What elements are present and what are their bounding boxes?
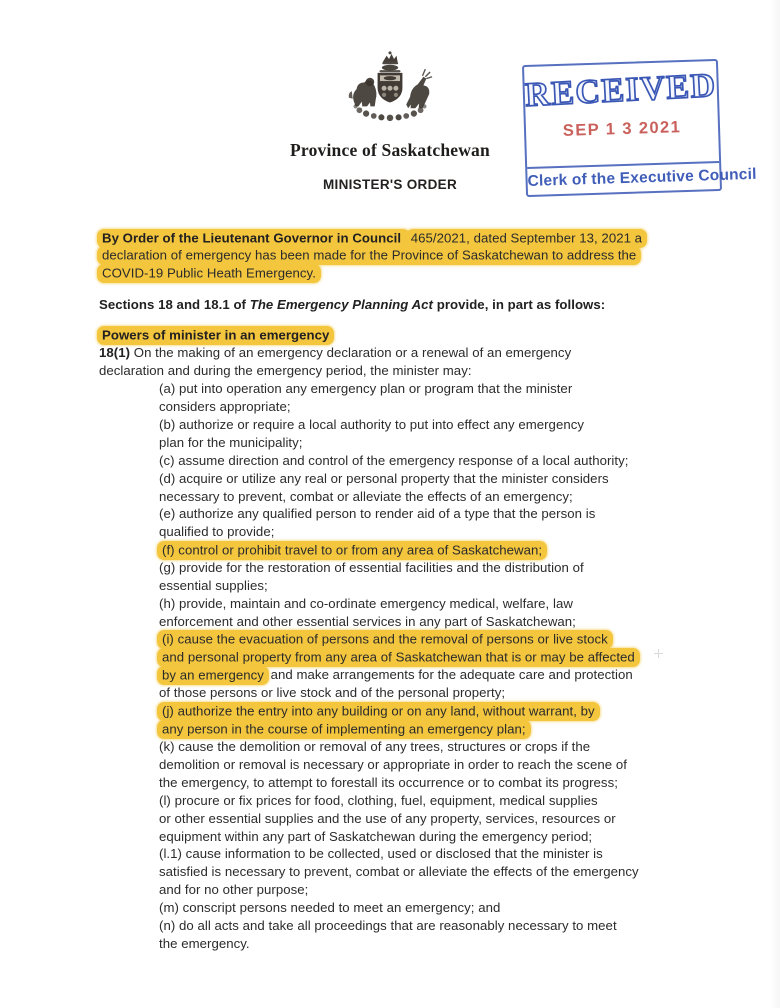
document-line — [99, 265, 699, 283]
document-line — [99, 296, 699, 314]
highlighted-text: any person in the course of implementing an emergency plan; — [157, 720, 531, 739]
text-segment: (g) provide for the restoration of essential facilities and the distribution of — [159, 560, 584, 576]
text-segment: 18(1) — [99, 345, 131, 361]
highlighted-text: 465/2021, dated September 13, 2021 a — [406, 229, 647, 248]
document-line — [99, 505, 699, 523]
document-line — [99, 247, 699, 265]
document-line — [99, 756, 699, 774]
text-segment: (d) acquire or utilize any real or personal property that the minister considers — [159, 470, 609, 486]
highlighted-text: by an emergency — [157, 666, 269, 685]
stamp-date: SEP 1 3 2021 — [562, 118, 682, 140]
scan-artifact-mark — [654, 649, 663, 658]
text-segment: (k) cause the demolition or removal of any trees, structures or crops if the — [159, 739, 591, 755]
document-line — [99, 434, 699, 452]
text-segment: satisfied is necessary to prevent, combat or alleviate the effects of the emergency — [159, 864, 639, 880]
document-line — [99, 774, 699, 792]
text-segment: provide, in part as follows: — [433, 296, 606, 312]
document-line — [99, 649, 699, 667]
document-line — [99, 362, 699, 380]
text-segment: (c) assume direction and control of the emergency response of a local authority; — [159, 452, 629, 468]
text-segment: The Emergency Planning Act — [249, 296, 433, 312]
document-line — [99, 631, 699, 649]
saskatchewan-coat-of-arms-icon — [342, 50, 438, 136]
text-segment: essential supplies; — [159, 578, 268, 594]
stamp-clerk-line: Clerk of the Executive Council — [527, 161, 720, 195]
text-segment: qualified to provide; — [159, 524, 275, 540]
document-line — [99, 899, 699, 917]
highlighted-text: and personal property from any area of Saskatchewan that is or may be affected — [157, 648, 640, 667]
document-line — [99, 595, 699, 613]
text-segment: declaration and during the emergency period, the minister may: — [99, 363, 472, 379]
text-segment: the emergency, to attempt to forestall its occurrence or to combat its progress; — [159, 774, 618, 790]
highlighted-text: By Order of the Lieutenant Governor in Council — [97, 229, 410, 248]
document-line — [99, 577, 699, 595]
document-line — [99, 523, 699, 541]
scan-edge-shading — [770, 0, 780, 1008]
highlighted-text: (i) cause the evacuation of persons and the removal of persons or live stock — [157, 630, 613, 649]
text-segment: (h) provide, maintain and co-ordinate emergency medical, welfare, law — [159, 595, 573, 611]
text-segment: and for no other purpose; — [159, 882, 309, 898]
document-line — [99, 828, 699, 846]
document-line — [99, 613, 699, 631]
document-line — [99, 327, 699, 345]
text-segment: (a) put into operation any emergency plan or program that the minister — [159, 381, 573, 397]
document-line — [99, 810, 699, 828]
document-line — [99, 738, 699, 756]
text-segment: plan for the municipality; — [159, 434, 303, 450]
province-name: Province of Saskatchewan — [290, 140, 490, 160]
received-stamp — [522, 59, 757, 197]
received-stamp-text: RECEIVED — [524, 67, 718, 115]
document-line — [99, 917, 699, 935]
document-line — [99, 559, 699, 577]
document-line — [99, 416, 699, 434]
document-line — [99, 702, 699, 720]
text-segment: (e) authorize any qualified person to render aid of a type that the person is — [159, 506, 596, 522]
document-line — [99, 229, 699, 247]
document-line — [99, 541, 699, 559]
document-title: MINISTER'S ORDER — [322, 177, 458, 192]
text-segment: On the making of an emergency declaration or a renewal of an emergency — [130, 345, 572, 361]
document-line — [99, 344, 699, 362]
text-segment: (l.1) cause information to be collected, used or disclosed that the minister is — [159, 846, 603, 862]
text-segment: Sections 18 and 18.1 of — [99, 296, 250, 312]
document-line — [99, 452, 699, 470]
text-segment: demolition or removal is necessary or appropriate in order to reach the scene of — [159, 756, 627, 772]
document-line — [99, 863, 699, 881]
document-line — [99, 845, 699, 863]
text-segment: enforcement and other essential services in any part of Saskatchewan; — [159, 613, 576, 629]
document-line — [99, 666, 699, 684]
highlighted-text: (j) authorize the entry into any building or on any land, without warrant, by — [157, 702, 600, 721]
highlighted-text: COVID-19 Public Heath Emergency. — [97, 264, 321, 283]
received-stamp-word — [524, 62, 717, 116]
text-segment: of those persons or live stock and of the personal property; — [159, 685, 506, 701]
document-body — [99, 229, 699, 953]
document-line — [99, 380, 699, 398]
document-line — [99, 684, 699, 702]
text-segment: and make arrangements for the adequate care and protection — [266, 667, 633, 683]
document-line — [99, 488, 699, 506]
highlighted-text: (f) control or prohibit travel to or from any area of Saskatchewan; — [157, 541, 547, 560]
highlighted-text: declaration of emergency has been made for the Province of Saskatchewan to address the — [97, 246, 641, 265]
text-segment: (m) conscript persons needed to meet an emergency; and — [159, 900, 501, 916]
text-segment: (b) authorize or require a local authority to put into effect any emergency — [159, 417, 585, 433]
document-line — [99, 935, 699, 953]
text-segment: equipment within any part of Saskatchewan during the emergency period; — [159, 828, 593, 844]
text-segment: or other essential supplies and the use of any property, services, resources or — [159, 810, 616, 826]
document-line — [99, 881, 699, 899]
text-segment: considers appropriate; — [159, 399, 291, 415]
text-segment: (n) do all acts and take all proceedings that are reasonably necessary to meet — [159, 917, 617, 933]
highlighted-text: Powers of minister in an emergency — [97, 326, 334, 345]
document-line — [99, 792, 699, 810]
text-segment: necessary to prevent, combat or alleviate the effects of an emergency; — [159, 488, 573, 504]
text-segment: (l) procure or fix prices for food, clothing, fuel, equipment, medical supplies — [159, 792, 598, 808]
document-line — [99, 470, 699, 488]
document-line — [99, 398, 699, 416]
document-line — [99, 720, 699, 738]
text-segment: the emergency. — [159, 935, 250, 951]
